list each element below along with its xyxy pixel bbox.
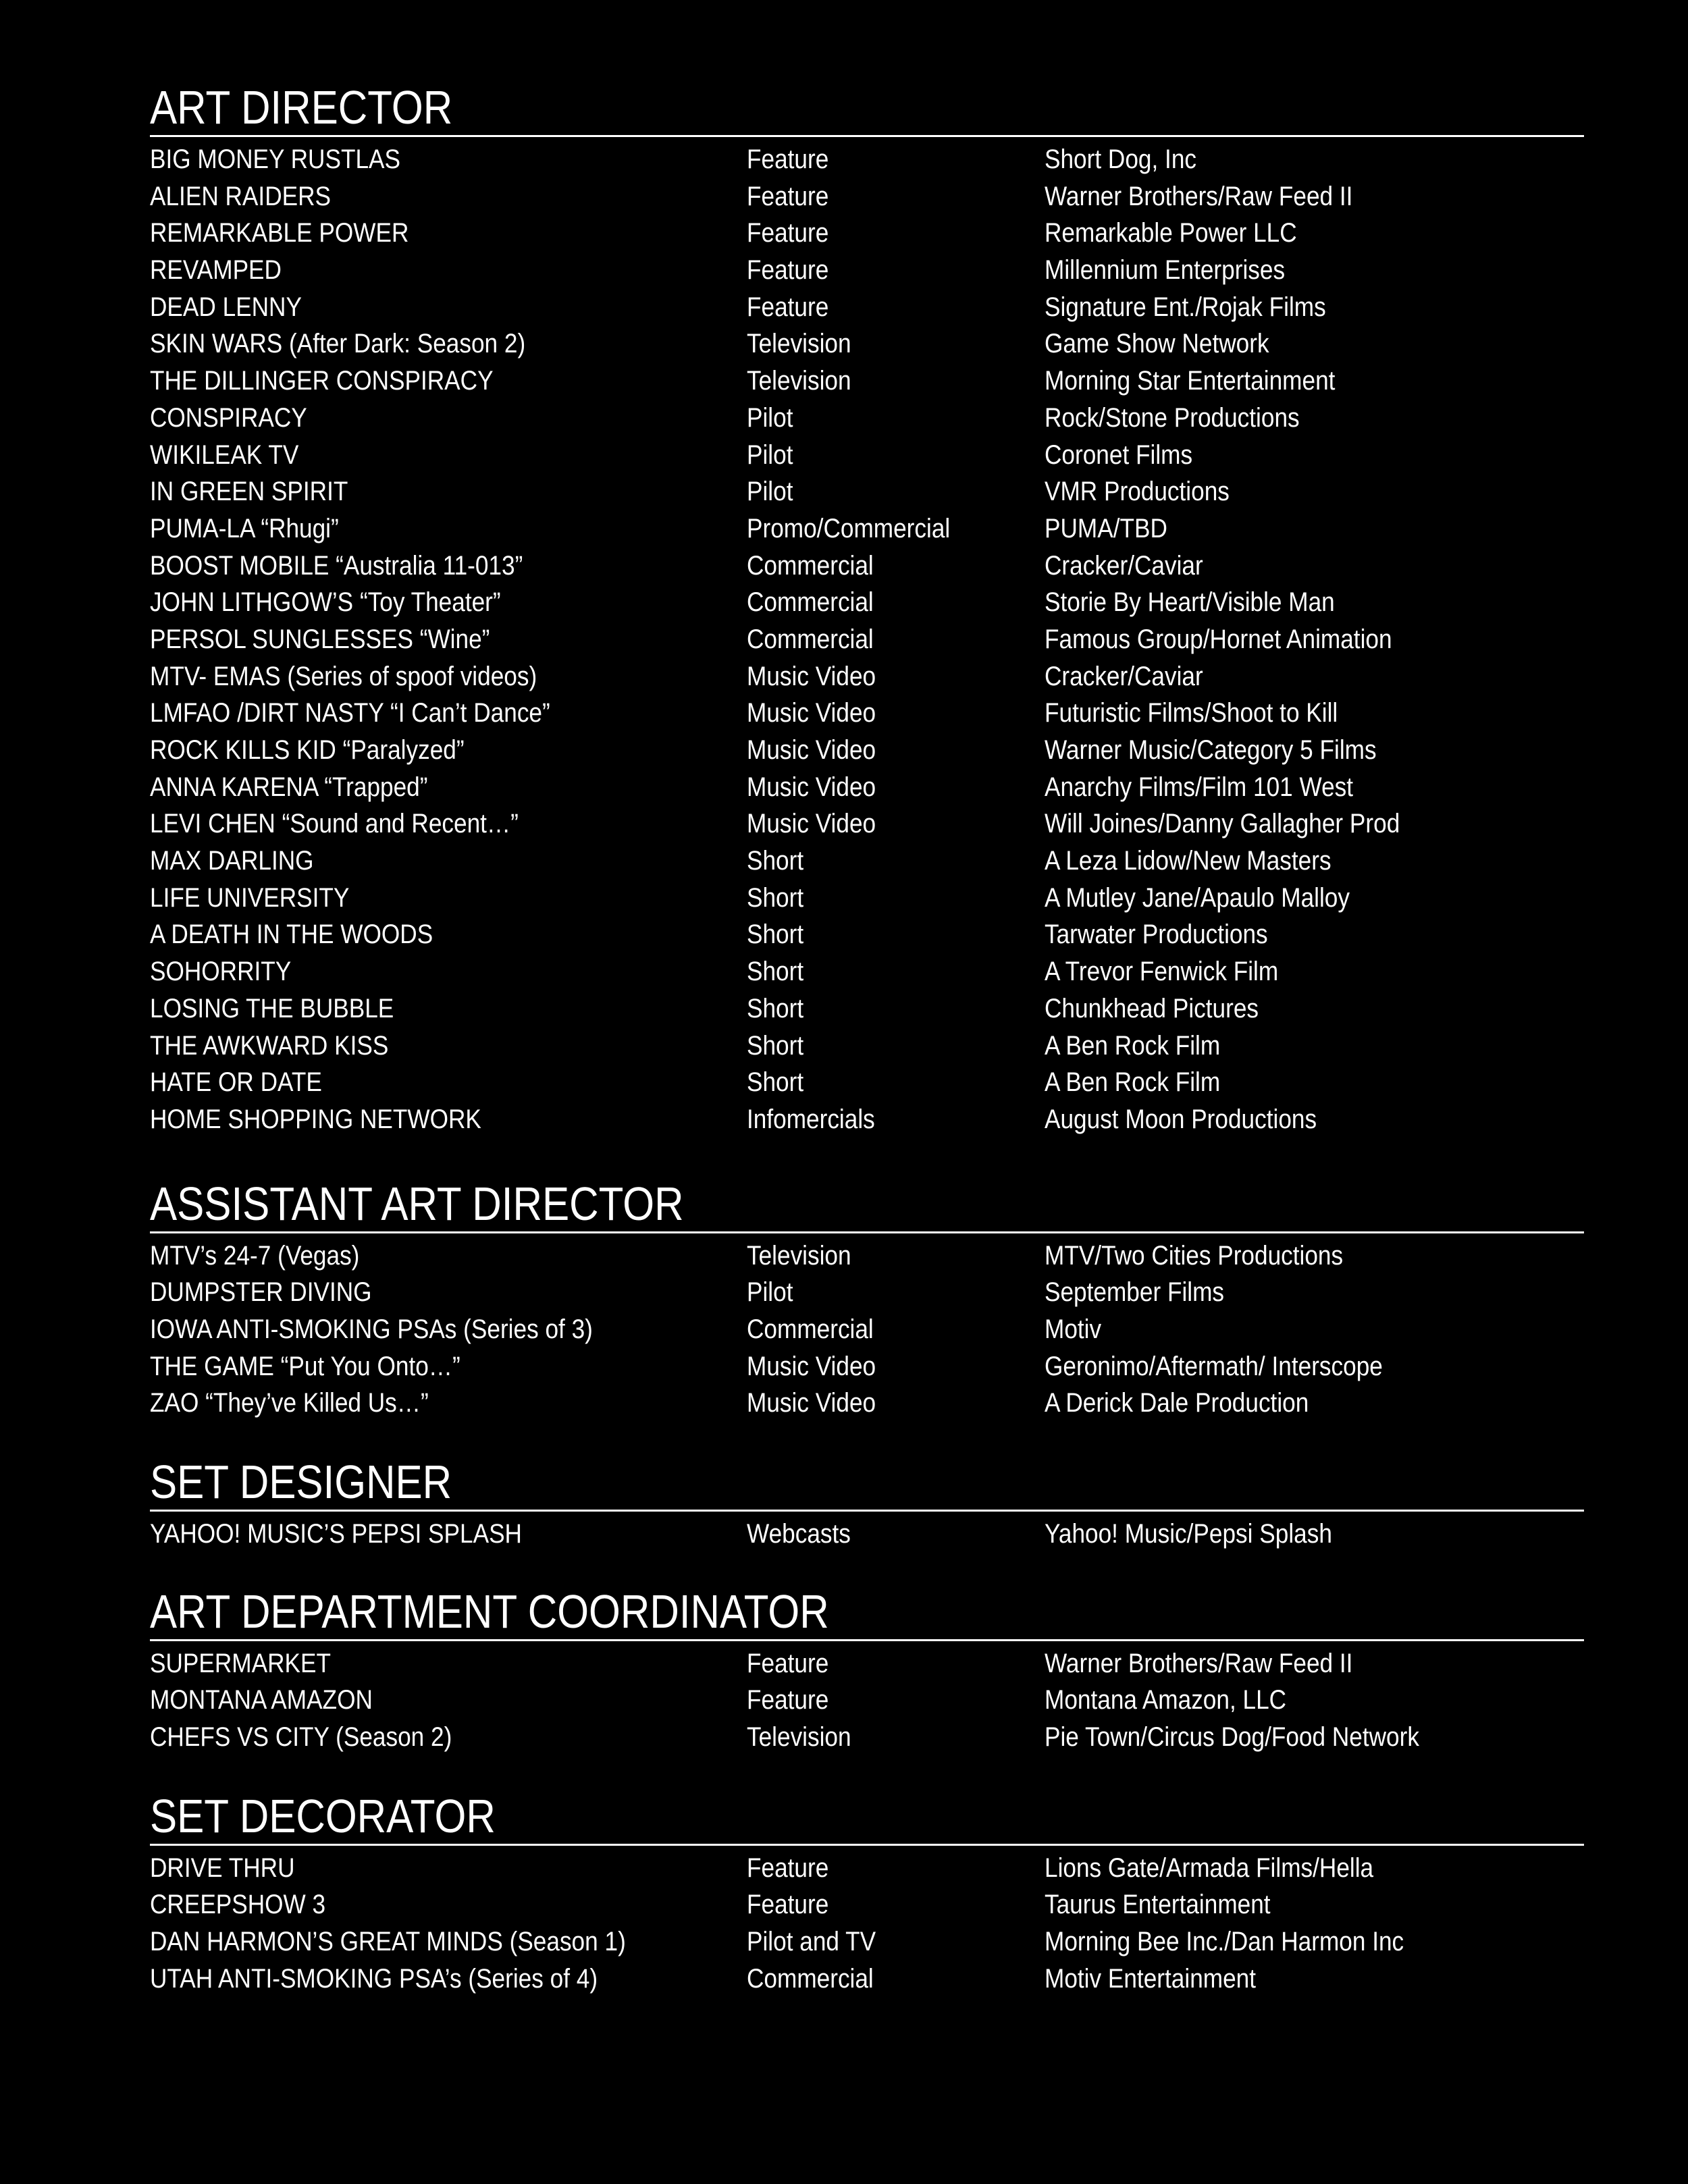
- credit-row: [150, 621, 1584, 658]
- credit-project: IN GREEN SPIRIT: [150, 477, 348, 507]
- credit-project: UTAH ANTI-SMOKING PSA’s (Series of 4): [150, 1963, 598, 1994]
- credit-company: Geronimo/Aftermath/ Interscope: [1045, 1351, 1383, 1381]
- credit-project: PUMA-LA “Rhugi”: [150, 513, 339, 543]
- credit-project: LEVI CHEN “Sound and Recent…”: [150, 809, 519, 839]
- credit-type: Music Video: [747, 698, 876, 728]
- credit-type: Commercial: [747, 587, 874, 618]
- credit-row: [150, 400, 1584, 437]
- credit-type: Music Video: [747, 735, 876, 765]
- credit-company: VMR Productions: [1045, 477, 1230, 507]
- credit-project: MTV- EMAS (Series of spoof videos): [150, 661, 537, 691]
- credit-row: [150, 1311, 1584, 1348]
- credit-type: Pilot: [747, 402, 793, 433]
- credit-company: A Ben Rock Film: [1045, 1030, 1221, 1061]
- credit-project: REMARKABLE POWER: [150, 218, 409, 248]
- credit-project: ALIEN RAIDERS: [150, 181, 331, 211]
- credit-company: Morning Bee Inc./Dan Harmon Inc: [1045, 1927, 1404, 1957]
- credit-project: YAHOO! MUSIC’S PEPSI SPLASH: [150, 1519, 522, 1549]
- credit-company: Taurus Entertainment: [1045, 1890, 1271, 1920]
- credit-company: PUMA/TBD: [1045, 513, 1167, 543]
- credit-type: Commercial: [747, 1314, 874, 1344]
- credit-company: Lions Gate/Armada Films/Hella: [1045, 1853, 1374, 1883]
- credit-type: Feature: [747, 1685, 829, 1715]
- credit-type: Short: [747, 957, 804, 987]
- credit-project: BIG MONEY RUSTLAS: [150, 144, 401, 174]
- credit-row: [150, 584, 1584, 621]
- credit-row: [150, 1274, 1584, 1311]
- credit-company: Will Joines/Danny Gallagher Prod: [1045, 809, 1400, 839]
- credit-project: ROCK KILLS KID “Paralyzed”: [150, 735, 465, 765]
- credit-row: [150, 1348, 1584, 1385]
- section-title: SET DESIGNER: [150, 1456, 452, 1508]
- credit-project: ANNA KARENA “Trapped”: [150, 772, 428, 802]
- credit-project: SKIN WARS (After Dark: Season 2): [150, 329, 526, 359]
- credit-type: Music Video: [747, 1388, 876, 1418]
- credit-project: SUPERMARKET: [150, 1648, 331, 1678]
- credit-row: [150, 1961, 1584, 1998]
- credits-section: [150, 1790, 1584, 1998]
- section-divider: [150, 135, 1584, 137]
- credit-row: [150, 510, 1584, 548]
- credit-project: DAN HARMON’S GREAT MINDS (Season 1): [150, 1927, 626, 1957]
- credit-project: A DEATH IN THE WOODS: [150, 920, 433, 950]
- credit-type: Short: [747, 1030, 804, 1061]
- credit-project: MAX DARLING: [150, 846, 314, 876]
- credit-row: [150, 1237, 1584, 1275]
- credit-company: Morning Star Entertainment: [1045, 366, 1336, 396]
- credit-row: [150, 437, 1584, 474]
- credit-row: [150, 843, 1584, 880]
- credit-project: THE AWKWARD KISS: [150, 1030, 389, 1061]
- credit-row: [150, 880, 1584, 917]
- credit-type: Pilot: [747, 477, 793, 507]
- credit-company: Cracker/Caviar: [1045, 661, 1203, 691]
- credit-row: [150, 1385, 1584, 1422]
- credit-row: [150, 363, 1584, 400]
- credit-type: Music Video: [747, 772, 876, 802]
- credit-type: Feature: [747, 218, 829, 248]
- section-divider: [150, 1844, 1584, 1846]
- credit-row: [150, 658, 1584, 695]
- credit-project: WIKILEAK TV: [150, 440, 299, 470]
- credit-type: Feature: [747, 144, 829, 174]
- credit-type: Feature: [747, 1890, 829, 1920]
- credit-row: [150, 1101, 1584, 1138]
- section-title: ART DIRECTOR: [150, 81, 453, 134]
- credit-company: Signature Ent./Rojak Films: [1045, 292, 1326, 322]
- credit-project: HOME SHOPPING NETWORK: [150, 1104, 481, 1134]
- credit-row: [150, 325, 1584, 363]
- credit-project: THE GAME “Put You Onto…”: [150, 1351, 460, 1381]
- credit-row: [150, 732, 1584, 769]
- credit-company: Remarkable Power LLC: [1045, 218, 1297, 248]
- section-title: SET DECORATOR: [150, 1789, 496, 1842]
- credit-company: Warner Music/Category 5 Films: [1045, 735, 1377, 765]
- credit-row: [150, 289, 1584, 326]
- credit-row: [150, 1682, 1584, 1719]
- credit-project: BOOST MOBILE “Australia 11-013”: [150, 550, 523, 581]
- credit-company: A Trevor Fenwick Film: [1045, 957, 1279, 987]
- credit-type: Infomercials: [747, 1104, 875, 1134]
- credit-project: DRIVE THRU: [150, 1853, 295, 1883]
- credit-company: Montana Amazon, LLC: [1045, 1685, 1287, 1715]
- credit-type: Commercial: [747, 550, 874, 581]
- credit-company: Warner Brothers/Raw Feed II: [1045, 1648, 1353, 1678]
- credit-type: Feature: [747, 292, 829, 322]
- credit-company: A Ben Rock Film: [1045, 1067, 1221, 1098]
- credit-project: DUMPSTER DIVING: [150, 1277, 372, 1308]
- credit-company: Coronet Films: [1045, 440, 1193, 470]
- credit-company: Futuristic Films/Shoot to Kill: [1045, 698, 1338, 728]
- credit-type: Television: [747, 1722, 851, 1753]
- credit-project: HATE OR DATE: [150, 1067, 322, 1098]
- credit-project: DEAD LENNY: [150, 292, 302, 322]
- credit-row: [150, 473, 1584, 510]
- credit-type: Music Video: [747, 809, 876, 839]
- credits-section: [150, 1585, 1584, 1756]
- credit-type: Short: [747, 846, 804, 876]
- credits-section: [150, 1177, 1584, 1422]
- credit-type: Music Video: [747, 661, 876, 691]
- credit-row: [150, 141, 1584, 178]
- credit-company: Yahoo! Music/Pepsi Splash: [1045, 1519, 1332, 1549]
- credit-row: [150, 1645, 1584, 1682]
- credit-row: [150, 953, 1584, 990]
- credit-company: Rock/Stone Productions: [1045, 402, 1300, 433]
- section-divider: [150, 1231, 1584, 1233]
- credit-project: MTV’s 24-7 (Vegas): [150, 1240, 360, 1271]
- credit-type: Commercial: [747, 1963, 874, 1994]
- section-divider: [150, 1639, 1584, 1641]
- credit-project: LMFAO /DIRT NASTY “I Can’t Dance”: [150, 698, 550, 728]
- credit-company: Game Show Network: [1045, 329, 1269, 359]
- credit-row: [150, 548, 1584, 585]
- credits-section: [150, 81, 1584, 1138]
- credit-type: Webcasts: [747, 1519, 851, 1549]
- credit-row: [150, 178, 1584, 215]
- credit-type: Short: [747, 993, 804, 1023]
- credit-project: ZAO “They’ve Killed Us…”: [150, 1388, 429, 1418]
- credit-row: [150, 1064, 1584, 1101]
- resume-document: [150, 81, 1584, 1998]
- credit-type: Feature: [747, 1853, 829, 1883]
- credit-company: August Moon Productions: [1045, 1104, 1317, 1134]
- credit-company: Famous Group/Hornet Animation: [1045, 624, 1392, 654]
- credit-project: LOSING THE BUBBLE: [150, 993, 394, 1023]
- credit-row: [150, 252, 1584, 289]
- credit-project: JOHN LITHGOW’S “Toy Theater”: [150, 587, 501, 618]
- credit-company: Warner Brothers/Raw Feed II: [1045, 181, 1353, 211]
- credit-row: [150, 1719, 1584, 1756]
- credit-row: [150, 769, 1584, 806]
- section-title: ART DEPARTMENT COORDINATOR: [150, 1584, 829, 1638]
- credit-company: September Films: [1045, 1277, 1225, 1308]
- credit-type: Feature: [747, 181, 829, 211]
- credit-project: CONSPIRACY: [150, 402, 307, 433]
- credit-row: [150, 1886, 1584, 1923]
- credit-type: Short: [747, 1067, 804, 1098]
- credit-project: SOHORRITY: [150, 957, 292, 987]
- credit-row: [150, 990, 1584, 1028]
- credit-type: Commercial: [747, 624, 874, 654]
- credit-row: [150, 1028, 1584, 1065]
- section-divider: [150, 1510, 1584, 1512]
- credit-row: [150, 215, 1584, 252]
- credit-project: IOWA ANTI-SMOKING PSAs (Series of 3): [150, 1314, 593, 1344]
- credits-section: [150, 1456, 1584, 1553]
- credit-project: CREEPSHOW 3: [150, 1890, 326, 1920]
- credit-company: Motiv Entertainment: [1045, 1963, 1257, 1994]
- credit-company: A Mutley Jane/Apaulo Malloy: [1045, 882, 1350, 913]
- credit-type: Feature: [747, 1648, 829, 1678]
- credit-type: Promo/Commercial: [747, 513, 951, 543]
- credit-company: Cracker/Caviar: [1045, 550, 1203, 581]
- credit-type: Pilot: [747, 440, 793, 470]
- credit-type: Television: [747, 1240, 851, 1271]
- credit-company: A Leza Lidow/New Masters: [1045, 846, 1331, 876]
- credit-type: Television: [747, 329, 851, 359]
- credit-project: REVAMPED: [150, 255, 282, 286]
- credit-company: Anarchy Films/Film 101 West: [1045, 772, 1354, 802]
- credit-company: Pie Town/Circus Dog/Food Network: [1045, 1722, 1419, 1753]
- credit-row: [150, 1923, 1584, 1961]
- credit-project: CHEFS VS CITY (Season 2): [150, 1722, 452, 1753]
- credit-project: LIFE UNIVERSITY: [150, 882, 350, 913]
- credit-type: Feature: [747, 255, 829, 286]
- credit-row: [150, 695, 1584, 732]
- credit-company: Millennium Enterprises: [1045, 255, 1286, 286]
- section-title: ASSISTANT ART DIRECTOR: [150, 1177, 684, 1230]
- credit-company: Tarwater Productions: [1045, 920, 1268, 950]
- credit-project: PERSOL SUNGLESSES “Wine”: [150, 624, 490, 654]
- credit-company: Storie By Heart/Visible Man: [1045, 587, 1335, 618]
- credit-company: Chunkhead Pictures: [1045, 993, 1259, 1023]
- credit-type: Short: [747, 920, 804, 950]
- credit-company: Short Dog, Inc: [1045, 144, 1197, 174]
- credit-row: [150, 1516, 1584, 1553]
- credit-company: Motiv: [1045, 1314, 1102, 1344]
- credit-row: [150, 805, 1584, 843]
- credit-row: [150, 1850, 1584, 1887]
- credit-row: [150, 916, 1584, 953]
- credit-type: Pilot and TV: [747, 1927, 876, 1957]
- credit-company: A Derick Dale Production: [1045, 1388, 1309, 1418]
- credit-type: Television: [747, 366, 851, 396]
- credit-project: THE DILLINGER CONSPIRACY: [150, 366, 494, 396]
- credit-company: MTV/Two Cities Productions: [1045, 1240, 1344, 1271]
- credit-type: Music Video: [747, 1351, 876, 1381]
- credit-type: Short: [747, 882, 804, 913]
- credit-type: Pilot: [747, 1277, 793, 1308]
- credit-project: MONTANA AMAZON: [150, 1685, 373, 1715]
